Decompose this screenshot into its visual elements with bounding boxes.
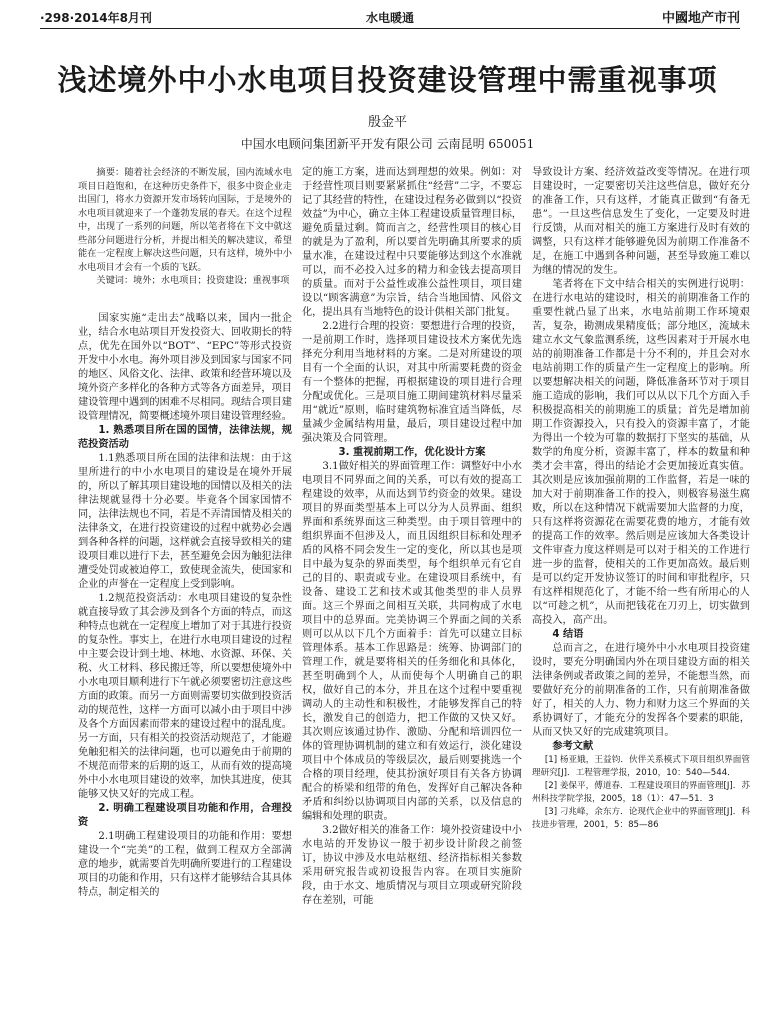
reference-item: [1] 杨亚娥，王益钧．伙伴关系模式下项目组织界面管理研究[J]．工程管理学报，2010，10：540—544． [532, 755, 750, 778]
journal-section: 水电暖通 [365, 11, 414, 25]
section-heading-2: 2. 明确工程建设项目功能和作用，合理投资 [78, 802, 292, 828]
section-heading-3: 3. 重视前期工作，优化设计方案 [338, 447, 486, 458]
running-header [40, 6, 740, 29]
section-heading-1: 1. 熟悉项目所在国的国情，法律法规，规范投资活动 [78, 424, 292, 450]
reference-list [532, 754, 750, 832]
affiliation: 中国水电顾问集团新平开发有限公司 云南昆明 650051 [240, 137, 535, 151]
column-3 [532, 166, 750, 1026]
paragraph-2-1: 2.1明确工程建设项目的功能和作用：要想建设一个“完美”的工程，做到工程双方全部满意的地步，就需要首先明确所要进行的工程建设项目的功能和作用，只有这样才能够结合其具体特点，制定相关的 [78, 830, 292, 898]
paragraph-3-3: 笔者将在下文中结合相关的实例进行说明：在进行水电站的建设时，相关的前期准备工作的重要性就凸显了出来，水电站前期工作环境艰苦，复杂，勘测成果精度低；部分地区，流域未建立水文气象监测系统，这些因素对于开展水电站的前期准备工作都是十分不利的，并且会对水电站前期工作的质量产生一定程度上的影响。所以要想解决相关的问题，降低准备环节对于项目施工造成的影响，我们可以从以下几个方面入手积极提高相关的前期施工的质量；首先是增加前期工作资源投入，只有投入的资源丰富了，才能为得出一个较为可靠的数据打下坚实的基础，从数学的角度分析，资源丰富了，样本的数量和种类才会丰富，得出的结论才会更加接近真实值。其次则是应该加强前期的工作监督，若是一味的加大对于前期准备工作的投入，则极容易滋生腐败，所以在这种情况下就需要加大监督的力度，只有这样将资源花在需要花费的地方，才能有效的提高工作的效率。然后则是应该加大各类设计文件审查力度这样则是可以对于相关的工作进行进一步的监督，使相关的工作更加高效。最后则是可以约定开发协议签订的时间和审批程序，只有这样相规范化了，才能不给一些有所用心的人以“可趁之机”，从而把钱花在刀刃上，切实做到高投入，高产出。 [532, 279, 750, 626]
paragraph-2-2: 2.2进行合理的投资：要想进行合理的投资，一是前期工作时，选择项目建设技术方案优先选择充分利用当地材料的方案。二是对所建设的项目有一个全面的认识，对其中所需要耗费的资金有一个整体的把握，再根据建设的项目进行合理分配或优化。三是项目施工期间建筑材料尽量采用“就近”原则，临时建筑物标准宜适当降低，尽量减少金属结构用量，最后，项目建设过程中加强决策及合同管理。 [302, 321, 522, 444]
article-title: 浅述境外中小水电项目投资建设管理中需重视事项 [57, 63, 718, 97]
author: 殷金平 [367, 115, 407, 130]
page-number: ·298·2014年8月刊 [40, 11, 152, 25]
journal-logo: 中國地产市刊 [661, 11, 740, 26]
keywords: 关键词：境外；水电项目；投资建设；重视事项 [96, 275, 290, 286]
column-1 [78, 166, 292, 1026]
conclusion-paragraph: 总而言之，在进行境外中小水电项目投资建设时，要充分明确国内外在项目建设方面的相关法律条例或者政策之间的差异，不能想当然，而要做好充分的前期准备的工作，只有前期准备做好了，相关的人力、物力和财力这三个界面的关系协调好了，才能充分的发挥各个要素的职能，从而又快又好的完成建筑项目。 [532, 643, 750, 738]
column-2 [302, 166, 522, 1026]
paragraph-3-1: 3.1做好相关的界面管理工作：调整好中小水电项目不同界面之间的关系，可以有效的提高工程建设的效率，从而达到节约资金的效果。建设项目的界面类型基本上可以分为人员界面、组织界面和系统界面这三种类型。由于项目管理中的组织界面不但涉及人，而且因组织目标和处理矛盾的风格不同会发生一定的变化，所以其也是项目中最为复杂的界面类型，每个组织单元有它自己的目的、职责或专业。在建设项目系统中，有设备、建设工艺和技术或其他类型的非人员界面。这三个界面之间相互关联，共同构成了水电项目中的总界面。完美协调三个界面之间的关系则可以从以下几个方面着手：首先可以建立目标管理体系。基本工作思路是：统筹、协调部门的管理工作，就是要将相关的任务细化和具体化，甚至明确到个人，从而使每个人明确自己的职权，做好自己的本分，并且在这个过程中要重视调动人的主动性和积极性，才能够发挥自己的特长，激发自己的创造力，把工作做的又快又好。其次则应该通过协作、激励、分配和培训四位一体的管理协调机制的建立和有效运行，淡化建设项目中个体成员的等级层次，最后则要挑选一个合格的项目经理，使其扮演好项目有关各方协调配合的桥梁和纽带的角色，发挥好自己解决各种矛盾和纠纷以协调项目内部的关系，以及信息的编辑和处理的职责。 [302, 461, 522, 822]
reference-item: [2] 姜保平，傅道春．工程建设项目的界面管理[J]．苏州科技学院学报，2005，18（1）：47—51．3 [532, 781, 750, 804]
section-heading-4: 4 结语 [552, 629, 584, 640]
abstract: 摘要：随着社会经济的不断发展，国内流域水电项目日趋饱和，在这种历史条件下，很多中资企业走出国门，将水力资源开发市场转向国际，于是境外的水电项目就迎来了一个蓬勃发展的春天。在这个过程中，出现了一系列的问题，所以笔者将在下文中就这些部分问题进行分析，并提出相关的解决建议，希望能在一定程度上解决这些问题，只有这样，境外中小水电项目才会有一个质的飞跃。 [78, 167, 292, 273]
paragraph-2-1-cont: 定的施工方案，进而达到理想的效果。例如：对于经营性项目则要紧紧抓住“经营”二字，不要忘记了其经营的特性，在建设过程务必做到以“投资效益”为中心，确立主体工程建设质量管理目标，避免质量过剩。简而言之，经营性项目的核心目的就是为了盈利，所以要首先明确其所要求的质量水准，在建设过程中只要能够达到这个水准就可以，而不必投入过多的精力和金钱去提高项目的质量。而对于公益性或准公益性项目，项目建设以“顾客满意”为宗旨，结合当地国情、风俗文化，提出具有当地特色的设计供相关部门批复。 [302, 167, 522, 318]
abstract-block [78, 166, 292, 288]
paragraph-1-2: 1.2规范投资活动：水电项目建设的复杂性就直接导致了其会涉及到各个方面的特点，而这种特点也就在一定程度上增加了对于其进行投资的复杂性。事实上，在进行水电项目建设的过程中主要会设计到土地、林地、水资源、环保、关税、火工材料、移民搬迁等，所以要想使境外中小水电项目顺利进行下午就必须要密切注意这些方面的政策。而另一方面则需要切实做到投资活动的规范性，这样一方面可以减小由于项目中涉及各个方面因素而带来的建设过程中的混乱度。另一方面，只有相关的投资活动规范了，才能避免触犯相关的法律问题，也可以避免由于前期的不规范而带来的后期的返工，从而有效的提高境外中小水电项目建设的效率，加快其进度，使其能够又快又好的完成工程。 [78, 592, 292, 800]
paragraph-3-2: 3.2做好相关的准备工作：境外投资建设中小水电站的开发协议一般于初步设计阶段之前签订，协议中涉及水电站枢纽、经济指标相关参数采用研究报告或初设报告内容。在项目实施阶段，由于水文、地质情况与项目立项或研究阶段存在差别，可能 [302, 825, 522, 906]
intro-paragraph: 国家实施“走出去”战略以来，国内一批企业，结合水电站项目开发投资大、回收期长的特点，优先在国外以“BOT”、“EPC”等形式投资开发中小水电。海外项目涉及到国家与国家不同的地区、风俗文化、法律、政策和经营环境以及境外资产多样化的各种方式等各方面差异，项目建设管理中遇到的困难不尽相同。现结合项目建设管理情况，简要概述境外项目建设管理经验。 [78, 312, 292, 422]
paragraph-1-1: 1.1熟悉项目所在国的法律和法规：由于这里所进行的中小水电项目的建设是在境外开展的，所以了解其项目建设地的国情以及相关的法律法规就显得十分必要。毕竟各个国家国情不同，法律法规也不同，若是不弄清国情及相关的法律条文，在进行投资建设的过程中就势必会遇到各种各样的问题，这样就会直接导致相关的建设项目难以进行下去，甚至避免会因为触犯法律遭受处罚或被迫停工，致使现金流失，使国家和企业的声誉在一定程度上受到影响。 [78, 452, 292, 590]
references-heading: 参考文献 [552, 741, 594, 752]
paragraph-3-2-cont: 导致设计方案、经济效益改变等情况。在进行项目建设时，一定要密切关注这些信息，做好充分的准备工作，只有这样，才能真正做到“有备无患”。一旦这些信息发生了变化，一定要及时进行反馈，从而对相关的施工方案进行及时有效的调整，只有这样才能够避免因为前期工作准备不足，在施工中遇到各种问题，甚至导致施工难以为继的情况的发生。 [532, 167, 750, 276]
reference-item: [3] 刁兆峰，余东方．论现代企业中的界面管理[J]．科技进步管理，2001，5：85—86 [532, 807, 750, 830]
